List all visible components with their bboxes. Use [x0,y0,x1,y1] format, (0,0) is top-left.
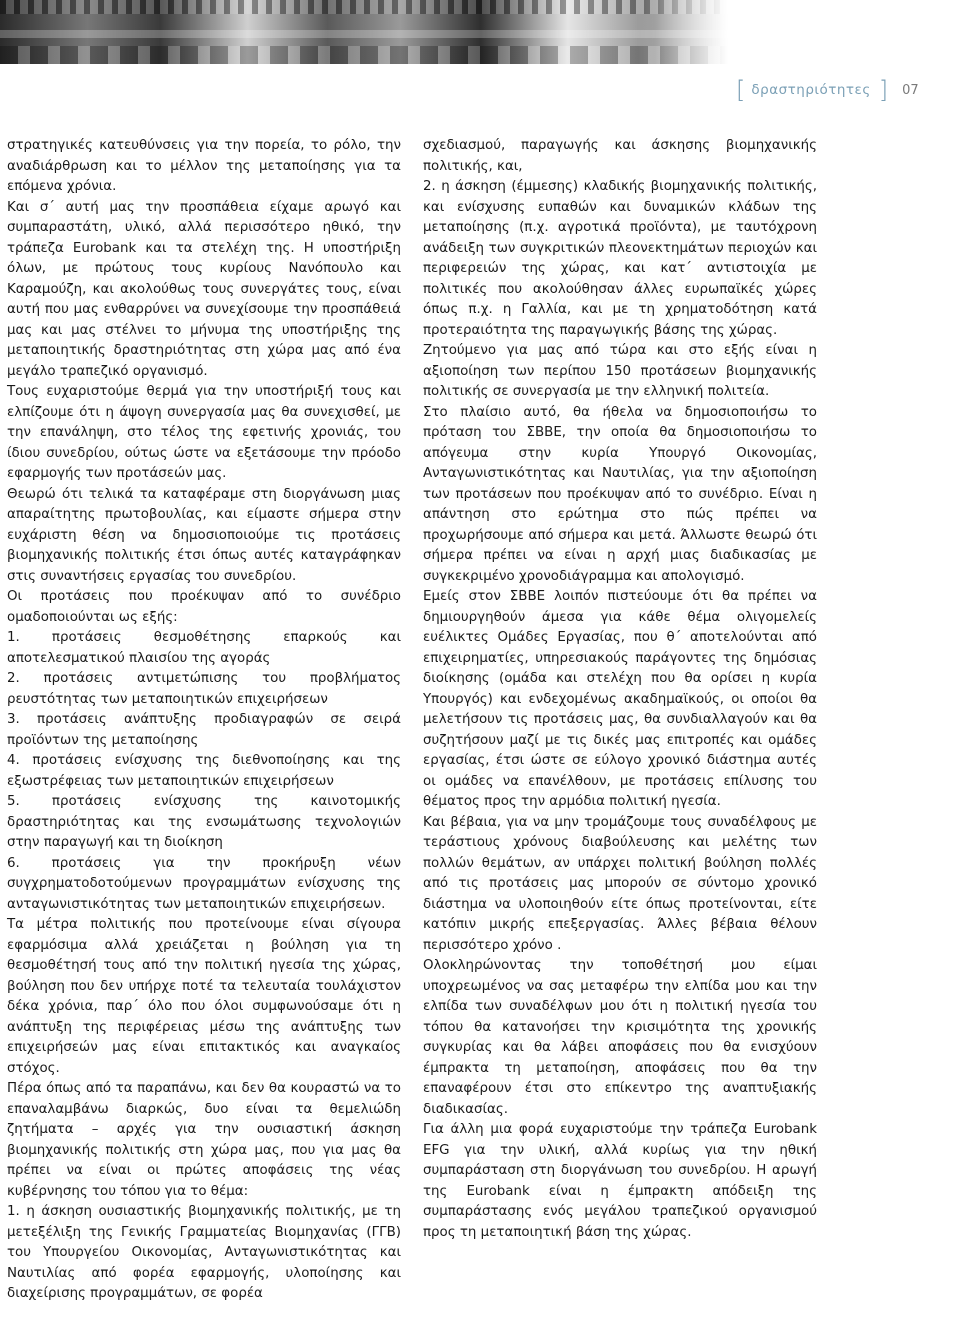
paragraph: Οι προτάσεις που προέκυψαν από το συνέδριο ομαδοποιούνται ως εξής: [7,589,401,625]
paragraph: σχεδιασμού, παραγωγής και άσκησης βιομηχανικής πολιτικής, και, [423,138,817,174]
paragraph: Ολοκληρώνοντας την τοποθέτησή μου είμαι υποχρεωμένος να σας μεταφέρω την ελπίδα μου και την ελπίδα των συναδέλφων μου ότι η πολιτική ηγεσία του τόπου θα κατανοήσει την κρισιμότητα της χρονικής συγκυρίας και θα λάβει αποφάσεις που θα ενισχύουν έμπρακτα τη μεταποίηση, αποφάσεις που θα την επαναφέρουν έτσι στο επίκεντρο της αναπτυξιακής διαδικασίας. [423,958,817,1117]
paragraph: Εμείς στον ΣΒΒΕ λοιπόν πιστεύουμε ότι θα πρέπει να δημιουργηθούν άμεσα για κάθε θέμα ολιγομελείς ευέλικτες Ομάδες Εργασίας, που θ΄ αποτελούνται από επιχειρηματίες, υπηρεσιακούς παράγοντες της δημόσιας διοίκησης (ομάδα και στελέχη που θα ορίσει η κυρία Υπουργός) και ενδεχομένως ακαδημαϊκούς, οι οποίοι θα μελετήσουν τις προτάσεις μας, θα συνδιαλλαγούν και θα συζητήσουν μαζί με τις δικές μας επιτροπές και ομάδες εργασίας, έτσι ώστε σε εύλογο χρονικό διάστημα αυτές οι ομάδες να επανέλθουν, με προτάσεις επίλυσης του θέματος προς την αρμόδια πολιτική ηγεσία. [423,589,817,809]
list-item: 1. η άσκηση ουσιαστικής βιομηχανικής πολιτικής, με τη μετεξέλιξη της Γενικής Γραμματείας Βιομηχανίας (ΓΓΒ) του Υπουργείου Οικονομίας, Ανταγωνιστικότητας και Ναυτιλίας από φορέα εφαρμογής, υλοποίησης και διαχείρισης προγραμμάτων, σε φορέα [7,1204,401,1301]
list-item: 2. προτάσεις αντιμετώπισης του προβλήματος ρευστότητας των μεταποιητικών επιχειρήσεων [7,671,401,707]
paragraph: Και βέβαια, για να μην τρομάζουμε τους συναδέλφους με τεράστιους χρόνους διαβούλευσης και μελέτης των πολλών θεμάτων, αν υπάρχει πολιτική βούληση πολλές από τις προτάσεις μας μπορούν σε σύντομο χρονικό διάστημα να υλοποιηθούν είτε όπως προτείνονται, είτε κατόπιν μικρής επεξεργασίας. Άλλες βέβαια θέλουν περισσότερο χρόνο . [423,814,817,953]
right-bracket: ] [878,76,889,104]
header-photo [0,0,728,64]
paragraph: Θεωρώ ότι τελικά τα καταφέραμε στη διοργάνωση μιας απαραίτητης πρωτοβουλίας, και είμαστε σήμερα στην ευχάριστη θέση να δημοσιοποιούμε τις προτάσεις βιομηχανικής πολιτικής έτσι όπως αυτές καταγράφηκαν στις συναντήσεις εργασίας του συνεδρίου. [7,486,401,584]
list-item: 5. προτάσεις ενίσχυσης της καινοτομικής δραστηριότητας και της ενσωμάτωσης τεχνολογιών στην παραγωγή και τη διοίκηση [7,794,401,850]
paragraph: στρατηγικές κατευθύνσεις για την πορεία, το ρόλο, την αναδιάρθρωση και το μέλλον της μεταποίησης για τα επόμενα χρόνια. [7,138,401,194]
paragraph: Πέρα όπως από τα παραπάνω, και δεν θα κουραστώ να το επαναλαμβάνω διαρκώς, δυο είναι τα θεμελιώδη ζητήματα – αρχές για την ουσιαστική άσκηση βιομηχανικής πολιτικής στη χώρα μας, που για μας θα πρέπει να είναι οι πρώτες αποφάσεις της νέας κυβέρνησης του τόπου για το θέμα: [7,1081,401,1199]
list-item: 2. η άσκηση (έμμεσης) κλαδικής βιομηχανικής πολιτικής, και ενίσχυσης ευπαθών και δυναμικών κλάδων της μεταποίησης (π.χ. αγροτικά προϊόντα), με ταυτόχρονη ανάδειξη των συγκριτικών πλεονεκτημάτων περιοχών και περιφερειών της χώρας, και κατ΄ αντιστοιχία με πολιτικές που ακολούθησαν άλλες ευρωπαϊκές χώρες όπως π.χ. η Γαλλία, και με τη χρηματοδότηση κατά προτεραιότητα της παραγωγικής βάσης της χώρας. [423,179,817,338]
paragraph: Τα μέτρα πολιτικής που προτείνουμε είναι σίγουρα εφαρμόσιμα αλλά χρειάζεται η βούληση για τη θεσμοθέτησή τους από την πολιτική ηγεσία της χώρας, βούληση που δεν υπήρχε ποτέ τα τελευταία τουλάχιστον δέκα χρόνια, παρ΄ όλο που όλοι συμφωνούσαμε ότι η ανάπτυξη της περιφέρειας μέσω της ανάπτυξης των επιχειρήσεών μας είναι επιτακτικός και αναγκαίος στόχος. [7,917,401,1076]
page-header [736,78,919,102]
page-number: 07 [902,82,919,98]
left-bracket: [ [736,76,746,104]
paragraph: Ζητούμενο για μας από τώρα και στο εξής είναι η αξιοποίηση των περίπου 150 προτάσεων βιομηχανικής πολιτικής σε συνεργασία με την ελληνική πολιτεία. [423,343,817,399]
list-item: 4. προτάσεις ενίσχυσης της διεθνοποίησης και της εξωστρέφειας των μεταποιητικών επιχειρήσεων [7,753,401,789]
paragraph: Και σ΄ αυτή μας την προσπάθεια είχαμε αρωγό και συμπαραστάτη, υλικό, αλλά περισσότερο ηθικό, την τράπεζα Eurobank και τα στελέχη της. Η υποστήριξη όλων, με πρώτους τους κυρίους Νανόπουλο και Καραμούζη, και ακολούθως τους συνεργάτες τους, είναι αυτή που μας ενθαρρύνει να συνεχίσουμε την προσπάθειά μας και μας στέλνει το μήνυμα της υποστήριξης της μεταποιητικής δραστηριότητας στη χώρα μας από ένα μεγάλο τραπεζικό οργανισμό. [7,199,401,379]
list-item: 6. προτάσεις για την προκήρυξη νέων συγχρηματοδοτούμενων προγραμμάτων ενίσχυσης της ανταγωνιστικότητας των μεταποιητικών επιχειρήσεων. [7,855,401,912]
paragraph: Στο πλαίσιο αυτό, θα ήθελα να δημοσιοποιήσω το πρόταση του ΣΒΒΕ, την οποία θα δημοσιοποιήσω το απόγευμα στην κυρία Υπουργό Οικονομίας, Ανταγωνιστικότητας και Ναυτιλίας, για την αξιοποίηση των προτάσεων που προέκυψαν από το συνέδριο. Είναι η απάντηση στο ερώτημα στο πώς πρέπει να προχωρήσουμε από σήμερα και μετά. Άλλωστε θεωρώ ότι σήμερα πρέπει να είναι η αρχή μιας διαδικασίας με συγκεκριμένο χρονοδιάγραμμα και απολογισμό. [423,404,817,584]
section-title: δραστηριότητες [751,82,871,98]
paragraph: Για άλλη μια φορά ευχαριστούμε την τράπεζα Eurobank EFG για την υλική, αλλά κυρίως για την ηθική συμπαράσταση στη διοργάνωση του συνεδρίου. Η αρωγή της Eurobank είναι η έμπρακτη απόδειξη της συμπαράστασης ενός μεγάλου τραπεζικού οργανισμού προς τη μεταποιητική βάση της χώρας. [423,1122,817,1240]
list-item: 3. προτάσεις ανάπτυξης προδιαγραφών σε σειρά προϊόντων της μεταποίησης [7,712,401,748]
left-column [7,136,401,1305]
paragraph: Τους ευχαριστούμε θερμά για την υποστήριξή τους και ελπίζουμε ότι η άψογη συνεργασία μας θα συνεχισθεί, με την επανάληψη, στο τέλος της εφετινής χρονιάς, του ίδιου συνεδρίου, ούτως ώστε να εξετάσουμε την πρόοδο εφαρμογής των προτάσεών μας. [7,384,401,481]
right-column [423,136,817,1243]
list-item: 1. προτάσεις θεσμοθέτησης επαρκούς και αποτελεσματικού πλαισίου της αγοράς [7,630,401,666]
